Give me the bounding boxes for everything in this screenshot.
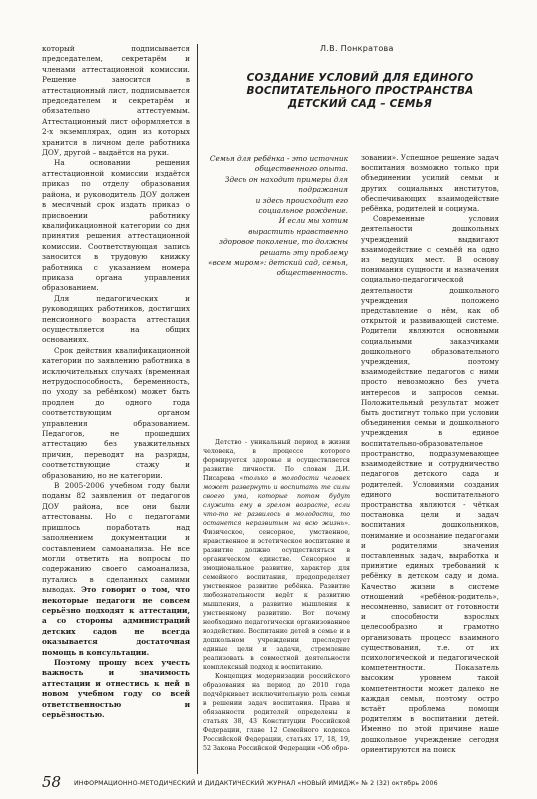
quotation: только в молодости человек может развернуть и воспитать те силы своего ума, которые потом будут служить ему в зрелом возрасте, если что-то не развилось в молодости, то останется неразвитым на всю жизнь <box>203 475 350 527</box>
epigraph-line: здоровое поколение, то должны <box>219 237 348 247</box>
article-author: Л.В. Понкратова <box>320 44 394 53</box>
journal-info: ИНФОРМАЦИОННО-МЕТОДИЧЕСКИЙ И ДИДАКТИЧЕСКИЙ ЖУРНАЛ «НОВЫЙ ИМИДЖ» № 2 (32) октябрь 2006 <box>74 780 438 787</box>
page-footer <box>42 773 502 794</box>
paragraph: Для педагогических и руководящих работников, достигших пенсионного возраста аттестация осуществляется на общих основаниях. <box>42 293 190 345</box>
paragraph: который подписывается председателем, секретарём и членами аттестационной комиссии. Решение заносится в аттестационный лист, подписывается председателем и секретарём и обязательно аттестуемым. Аттестационный лист оформляется в 2-х экземплярах, один из которых хранится в личном деле работника ДОУ, другой – выдаётся на руки. <box>42 44 190 158</box>
right-column <box>361 153 499 755</box>
column-divider <box>197 44 198 774</box>
epigraph-line: общественного опыта. <box>254 164 348 174</box>
article-title <box>210 72 510 111</box>
epigraph-line: решать эту проблему <box>259 247 348 257</box>
paragraph-text: В 2005-2006 учебном году были поданы 82 заявления от педагогов ДОУ района, все они были аттестованы. Но с педагогами пришлось поработать над заполнением документации и составлением самоанализа. Не все могли ответить на вопросы по содержанию своего самоанализа, путались в сделанных самими выводах. <box>42 481 190 595</box>
epigraph <box>205 154 348 279</box>
paragraph: Концепция модернизации российского образования на период до 2010 года подчёркивает исключительную роль семьи в решении задач воспитания. Права и обязанности родителей определены в статьях 38, 43 Конституции Российской Федерации, главе 12 Семейного кодекса Российской Федерации, статьях 17, 18, 19, 52 Закона Российской Федерации «Об обра- <box>203 673 350 752</box>
paragraph-text: ». Физическое, сенсорное, умственное, нравственное и эстетическое воспитание и развитие должно осуществляться в органическом единстве. Сенсорное и эмоциональное развитие, характер для семейного воспитания, предопределяет умственное развитие ребёнка. Развитие любознательности ведёт к развитию мышления, а развитие мышления к умственному развитию. Вот почему необходимо педагогически организованное воздействие. Воспитание детей в семье и в дошкольном учреждении преследует единые цели и задачи, стремление реализовать в совместной деятельности комплексный подход к воспитанию. <box>203 520 350 671</box>
paragraph: Срок действия квалификационной категории по заявлению работника в исключительных случаях (временная нетрудоспособность, беременность, по уходу за ребёнком) может быть продлен до одного года соответствующим органом управления образованием. Педагогов, не прошедших аттестацию без уважительных причин, переводят на разряды, соответствующие стажу и образованию, но не категории. <box>42 345 190 480</box>
epigraph-line: социальное рождение. <box>258 206 348 216</box>
epigraph-line: И если мы хотим <box>278 216 348 226</box>
page-number: 58 <box>42 773 62 791</box>
epigraph-line: вырастить нравственно <box>248 226 348 236</box>
paragraph: На основании решения аттестационной комиссии издаётся приказ по отделу образования района, и руководитель ДОУ должен в месячный срок издать приказ о присвоении работнику квалификационной категории со дня принятия решения аттестационной комиссии. Соответствующая запись заносится в трудовую книжку работника с указанием номера приказа органа управления образованием. <box>42 158 190 293</box>
paragraph: зовании». Успешное решение задач воспитания возможно только при объединении усилий семьи и других социальных институтов, обеспечивающих взаимодействие ребёнка, родителей и социума. <box>361 153 499 214</box>
paragraph-text: Детство - уникальный период в жизни человека, в процессе которого формируется здоровье и осуществляется развитие личности. По словам Д.И. Писарева « <box>203 439 350 482</box>
epigraph-line: Семья для ребёнка - это источник <box>209 154 348 163</box>
paragraph-emphasis: Это говорит о том, что некоторые педагоги не совсем серьёзно подходят к аттестации, а со стороны администраций детских садов не всегда оказывается достаточная помощь в консультации. <box>42 585 190 657</box>
epigraph-line: «всем миром»: детский сад, семья, <box>208 258 348 268</box>
paragraph <box>42 481 190 658</box>
epigraph-line: подражания <box>298 185 348 195</box>
title-line: СОЗДАНИЕ УСЛОВИЙ ДЛЯ ЕДИНОГО <box>246 72 474 84</box>
epigraph-line: общественность. <box>276 268 348 278</box>
epigraph-line: Здесь он находит примеры для <box>224 174 348 184</box>
title-line: ДЕТСКИЙ САД – СЕМЬЯ <box>287 98 433 110</box>
epigraph-line: и здесь происходит его <box>255 195 348 205</box>
middle-column <box>203 438 350 753</box>
paragraph: Современные условия деятельности дошкольных учреждений выдвигают взаимодействие с семьёй на одно из ведущих мест. В основу понимания сущности и назначения социально-педагогической деятельности дошкольного учреждения положено представление о нём, как об открытой и развивающей системе. Родители являются основными социальными заказчиками дошкольного образовательного учреждения, поэтому взаимодействие педагогов с ними просто невозможно без учета интересов и запросов семьи. Положительный результат может быть достигнут только при условии объединения семьи и дошкольного учреждения в единое воспитательно-образовательное пространство, подразумевающее взаимодействие и сотрудничество педагогов детского сада и родителей. Условиями создания единого воспитательного пространства являются - чёткая постановка цели и задач воспитания дошкольников, понимание и осознание педагогами и родителями значения поставленных задач, выработка и принятие единых требований к ребёнку в детском саду и дома. Качество жизни в системе отношений «ребёнок-родитель», несомненно, зависит от готовности и способности взрослых целесообразно и грамотно организовать процесс взаимного существования, т.е. от их психологической и педагогической компетентности. Показатель высоким уровнем такой компетентности может далеко не каждая семья, поэтому остро встаёт проблема помощи родителям в воспитании детей. Именно по этой причине наше дошкольное учреждение сегодня ориентируются на поиск <box>361 214 499 754</box>
paragraph <box>203 438 350 672</box>
left-column <box>42 44 190 720</box>
title-line: ВОСПИТАТЕЛЬНОГО ПРОСТРАНСТВА <box>246 85 474 97</box>
paragraph: Поэтому прошу всех учесть важность и значимость аттестации и отнестись к ней в новом учебном году со всей ответственностью и серьёзностью. <box>42 657 190 719</box>
